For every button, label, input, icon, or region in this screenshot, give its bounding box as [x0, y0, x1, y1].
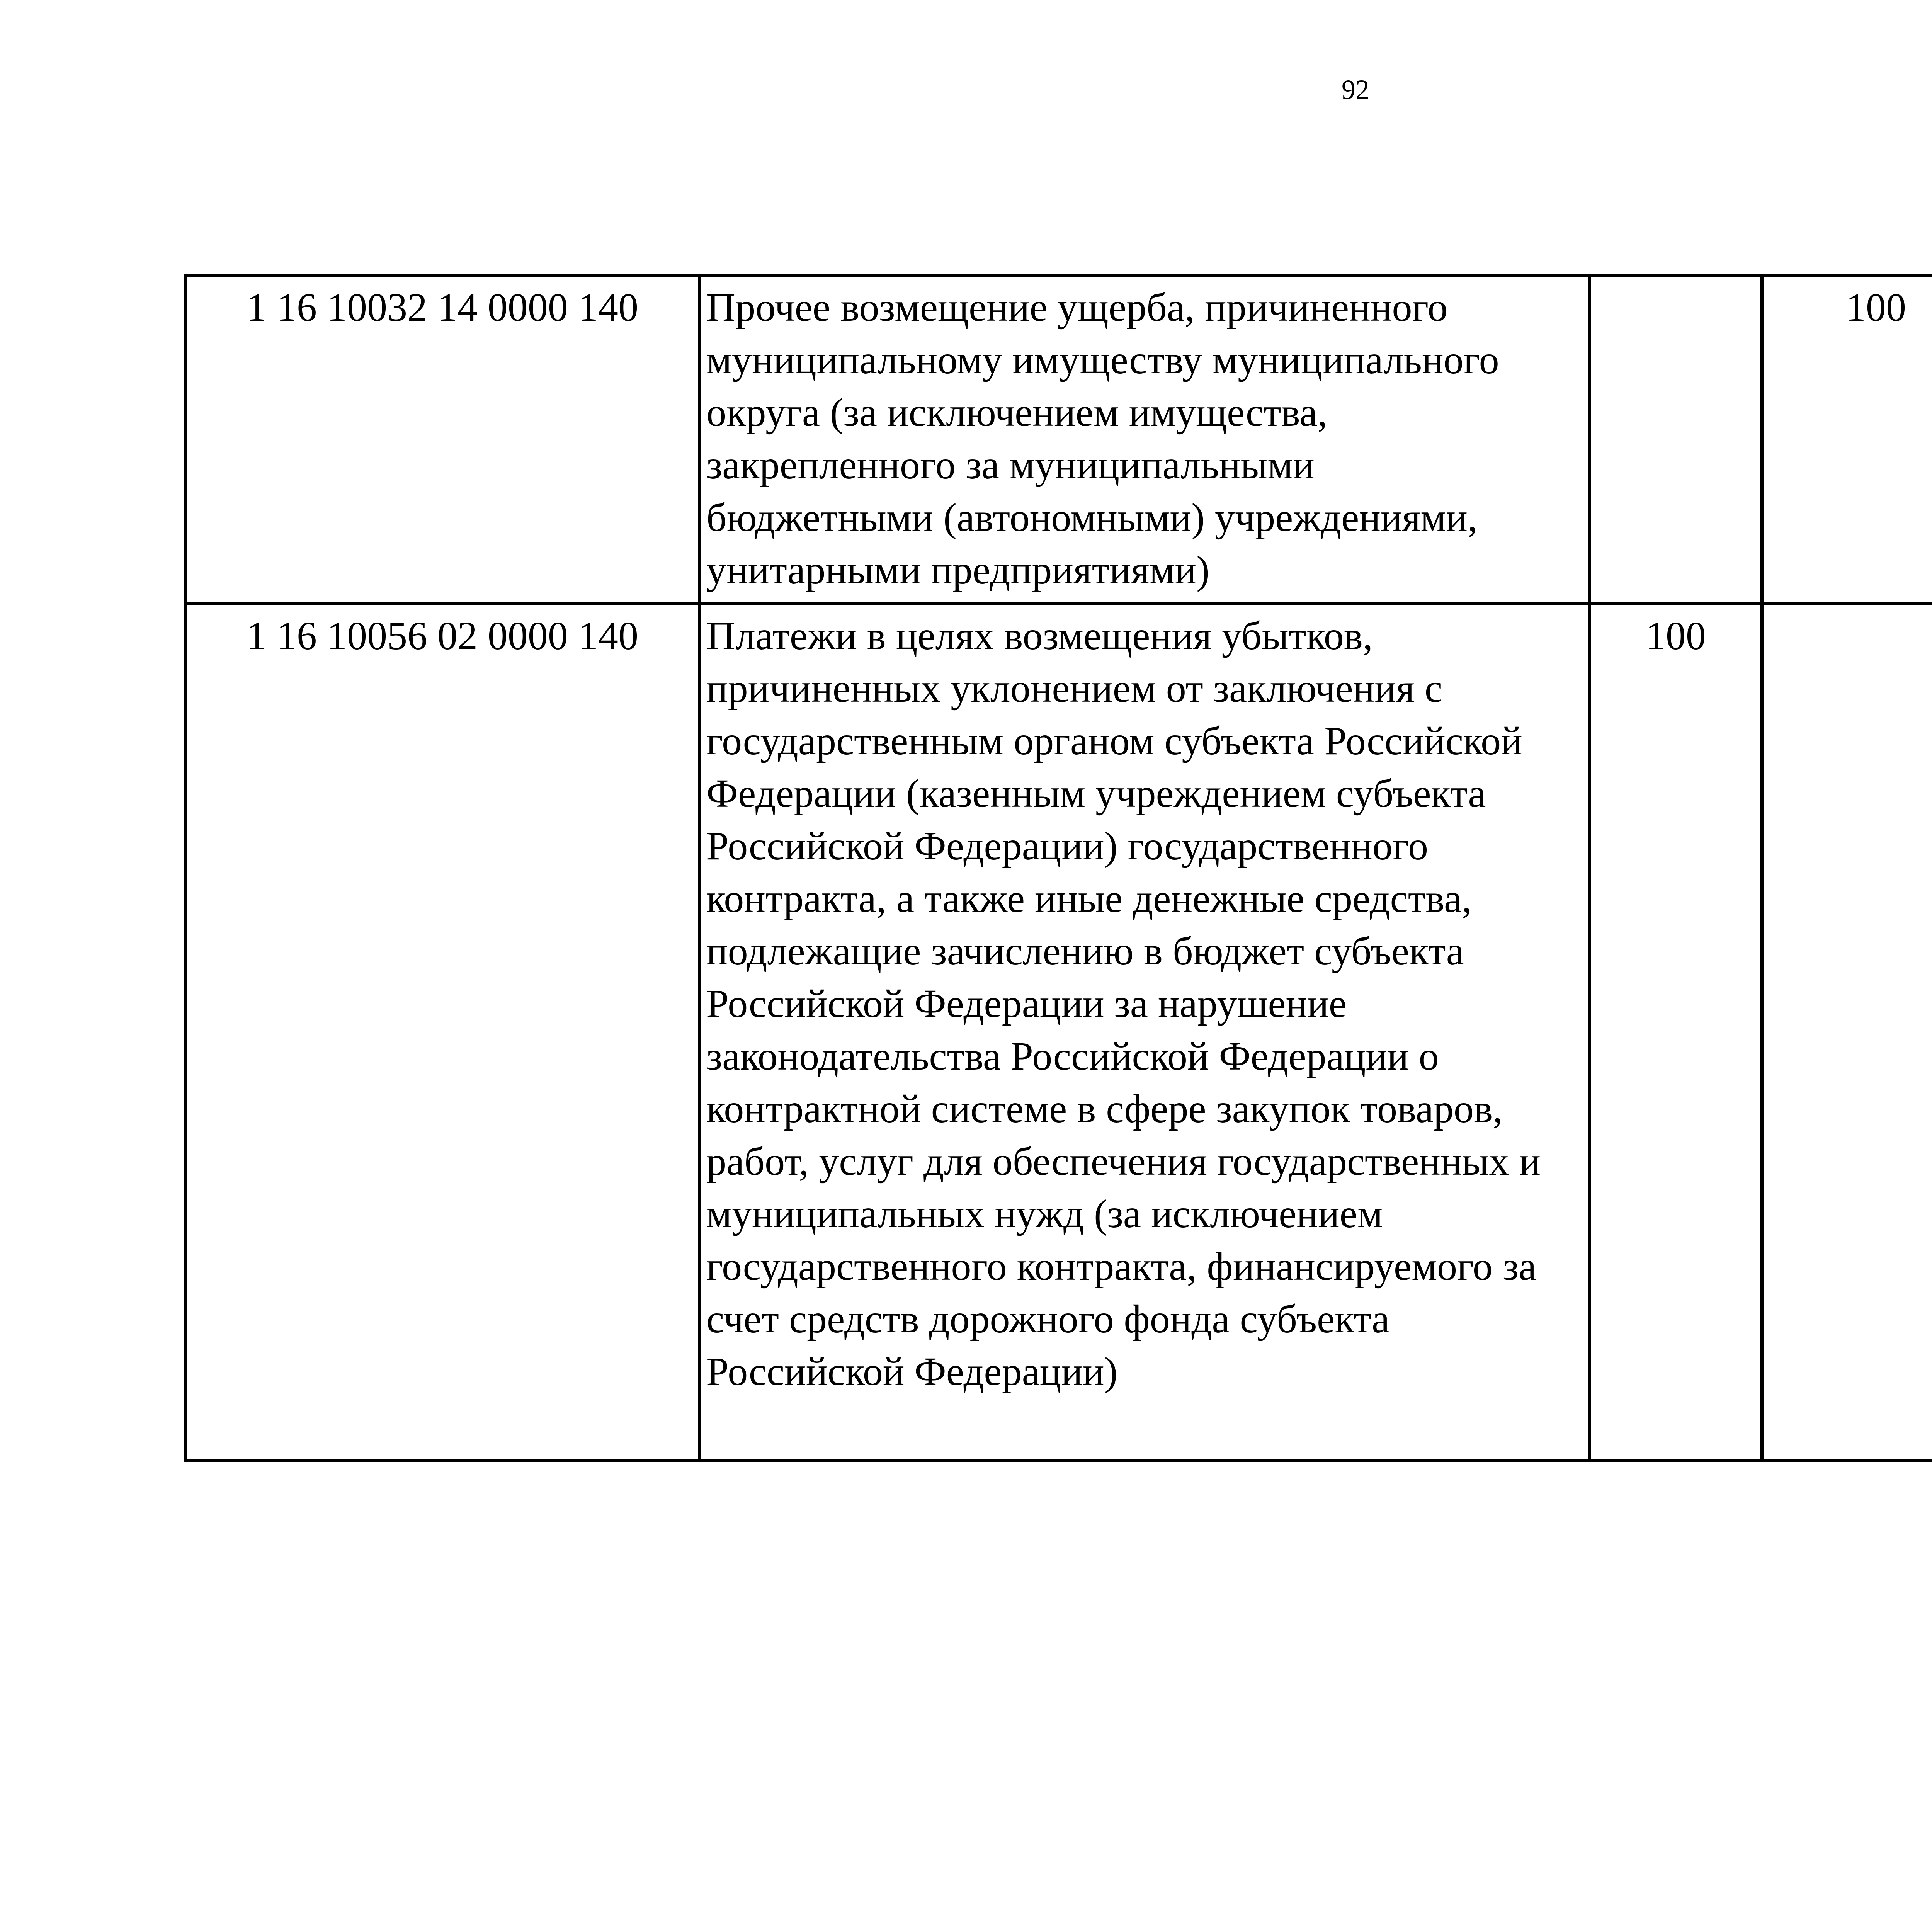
table-row	[185, 275, 1932, 604]
text-line: законодательства Российской Федерации о	[706, 1034, 1439, 1078]
text-line: подлежащие зачислению в бюджет субъекта	[706, 929, 1464, 973]
budget-code-cell: 1 16 10032 14 0000 140	[185, 275, 699, 604]
text-line: Российской Федерации за нарушение	[706, 981, 1347, 1026]
text-line: закрепленного за муниципальными	[706, 443, 1315, 487]
text-line: округа (за исключением имущества,	[706, 390, 1328, 435]
page-number: 92	[1342, 74, 1369, 105]
value-cell: 100	[1590, 604, 1762, 1461]
text-line: Федерации (казенным учреждением субъекта	[706, 771, 1486, 816]
value-cell	[1762, 604, 1932, 1461]
value-cell: 100	[1762, 275, 1932, 604]
text-line: государственным органом субъекта Российской	[706, 719, 1522, 763]
text-line: Российской Федерации)	[706, 1349, 1118, 1394]
text-line: счет средств дорожного фонда субъекта	[706, 1297, 1390, 1341]
text-line: государственного контракта, финансируемого за	[706, 1244, 1537, 1289]
text-line: причиненных уклонением от заключения с	[706, 666, 1443, 711]
text-line: бюджетными (автономными) учреждениями,	[706, 495, 1478, 540]
text-line: муниципальному имуществу муниципального	[706, 338, 1499, 382]
table-row	[185, 604, 1932, 1461]
text-line: Платежи в целях возмещения убытков,	[706, 614, 1373, 658]
revenue-name-cell	[699, 604, 1590, 1461]
text-line: муниципальных нужд (за исключением	[706, 1192, 1383, 1236]
text-line: контрактной системе в сфере закупок товаров,	[706, 1087, 1503, 1131]
text-line: Прочее возмещение ущерба, причиненного	[706, 285, 1448, 330]
revenue-name-cell	[699, 275, 1590, 604]
value-cell	[1590, 275, 1762, 604]
text-line: унитарными предприятиями)	[706, 548, 1210, 592]
budget-revenue-table	[184, 274, 1932, 1462]
text-line: контракта, а также иные денежные средства,	[706, 876, 1472, 921]
text-line: работ, услуг для обеспечения государственных и	[706, 1139, 1541, 1184]
text-line: Российской Федерации) государственного	[706, 824, 1428, 868]
budget-code-cell: 1 16 10056 02 0000 140	[185, 604, 699, 1461]
